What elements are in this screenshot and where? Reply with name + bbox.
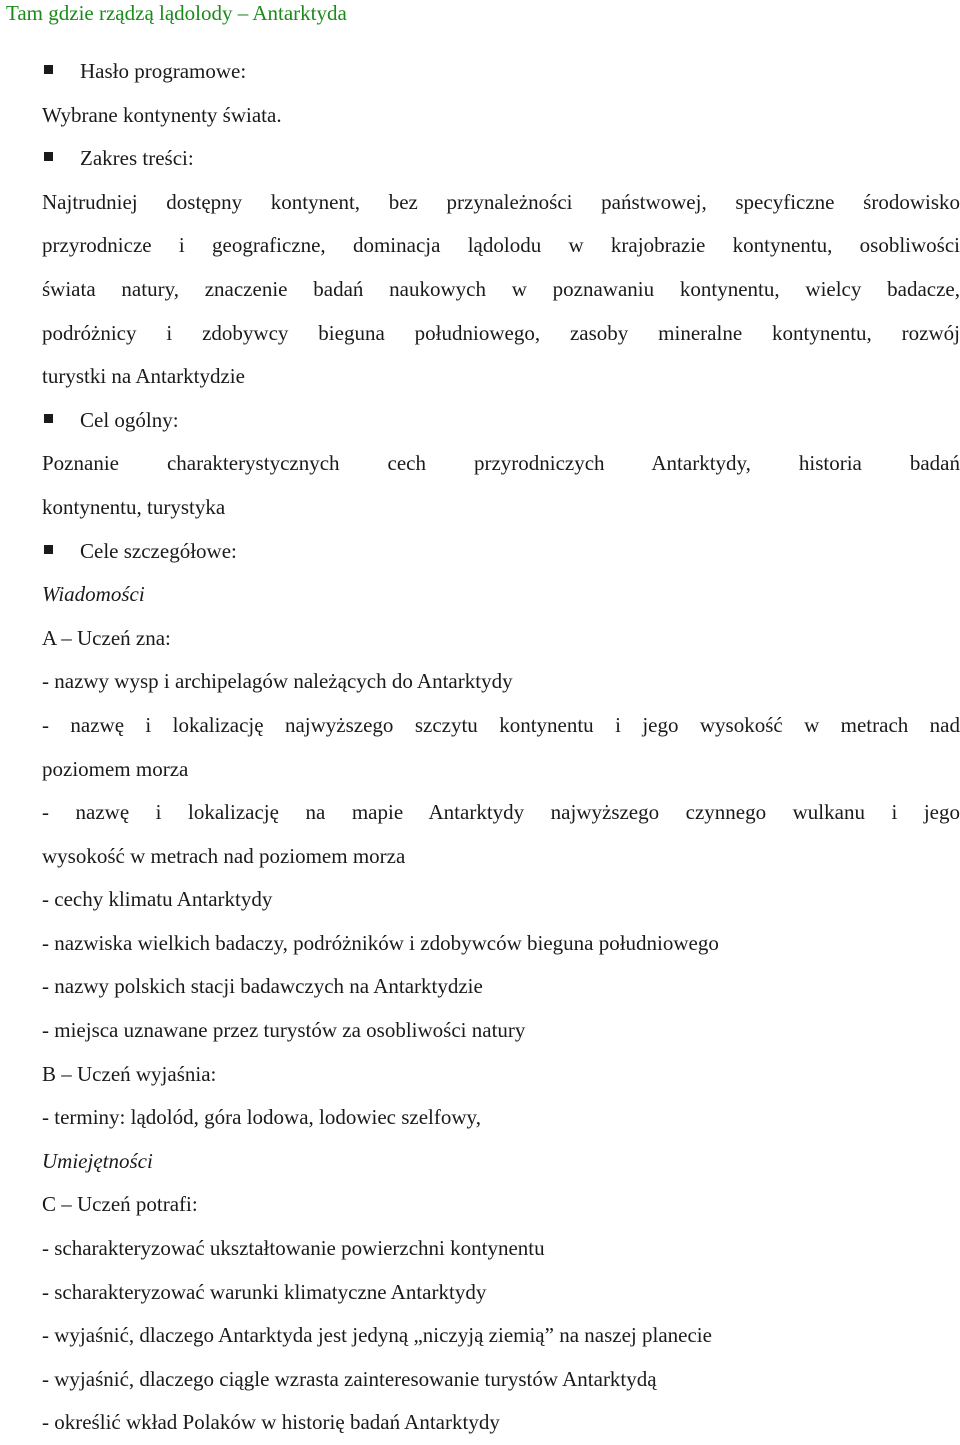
b-list-item: - terminy: lądolód, góra lodowa, lodowiec szelfowy, bbox=[42, 1105, 481, 1130]
cel-ogolny-line: Poznanie charakterystycznych cech przyrodniczych Antarktydy, historia badań bbox=[42, 451, 960, 476]
c-list-item: - scharakteryzować ukształtowanie powierzchni kontynentu bbox=[42, 1236, 545, 1261]
square-bullet-icon bbox=[44, 545, 53, 554]
section-heading-haslo bbox=[42, 50, 960, 94]
heading-text: Cele szczegółowe: bbox=[80, 538, 237, 563]
zakres-line: turystki na Antarktydzie bbox=[42, 364, 245, 389]
heading-text: Zakres treści: bbox=[80, 146, 194, 171]
square-bullet-icon bbox=[44, 152, 53, 161]
a-heading: A – Uczeń zna: bbox=[42, 625, 171, 650]
a-list-item: - nazwę i lokalizację na mapie Antarktydy najwyższego czynnego wulkanu i jego bbox=[42, 800, 960, 825]
zakres-line: przyrodnicze i geograficzne, dominacja lądolodu w krajobrazie kontynentu, osobliwości bbox=[42, 233, 960, 258]
a-list-item: - cechy klimatu Antarktydy bbox=[42, 887, 273, 912]
zakres-line: świata natury, znaczenie badań naukowych w poznawaniu kontynentu, wielcy badacze, bbox=[42, 276, 960, 301]
b-heading: B – Uczeń wyjaśnia: bbox=[42, 1061, 217, 1086]
c-list-item: - wyjaśnić, dlaczego ciągle wzrasta zainteresowanie turystów Antarktydą bbox=[42, 1366, 657, 1391]
zakres-line: Najtrudniej dostępny kontynent, bez przynależności państwowej, specyficzne środowisko bbox=[42, 189, 960, 214]
a-list-item: - miejsca uznawane przez turystów za osobliwości natury bbox=[42, 1018, 526, 1043]
haslo-text: Wybrane kontynenty świata. bbox=[42, 102, 282, 127]
square-bullet-icon bbox=[44, 65, 53, 74]
section-heading-cel-ogolny bbox=[42, 399, 960, 443]
a-list-item: - nazwę i lokalizację najwyższego szczytu kontynentu i jego wysokość w metrach nad bbox=[42, 712, 960, 737]
cel-ogolny-line: kontynentu, turystyka bbox=[42, 494, 226, 519]
heading-text: Hasło programowe: bbox=[80, 59, 247, 83]
a-list-item: - nazwy polskich stacji badawczych na Antarktydzie bbox=[42, 974, 483, 999]
c-heading: C – Uczeń potrafi: bbox=[42, 1192, 198, 1217]
zakres-line: podróżnicy i zdobywcy bieguna południowego, zasoby mineralne kontynentu, rozwój bbox=[42, 320, 960, 345]
document-title: Tam gdzie rządzą lądolody – Antarktyda bbox=[6, 1, 347, 25]
heading-text: Cel ogólny: bbox=[80, 407, 179, 432]
umiejetnosci-label: Umiejętności bbox=[42, 1148, 153, 1173]
a-list-item: wysokość w metrach nad poziomem morza bbox=[42, 843, 406, 868]
c-list-item: - scharakteryzować warunki klimatyczne Antarktydy bbox=[42, 1279, 487, 1304]
c-list-item: - określić wkład Polaków w historię badań Antarktydy bbox=[42, 1410, 500, 1435]
a-list-item: - nazwy wysp i archipelagów należących do Antarktydy bbox=[42, 669, 513, 694]
section-heading-cele-szczegolowe bbox=[42, 530, 960, 574]
square-bullet-icon bbox=[44, 414, 53, 423]
a-list-item: poziomem morza bbox=[42, 756, 189, 781]
a-list-item: - nazwiska wielkich badaczy, podróżników i zdobywców bieguna południowego bbox=[42, 930, 719, 955]
wiadomosci-label: Wiadomości bbox=[42, 582, 145, 607]
c-list-item: - wyjaśnić, dlaczego Antarktyda jest jedyną „niczyją ziemią” na naszej planecie bbox=[42, 1323, 712, 1348]
document-body bbox=[42, 50, 960, 1445]
section-heading-zakres bbox=[42, 137, 960, 181]
